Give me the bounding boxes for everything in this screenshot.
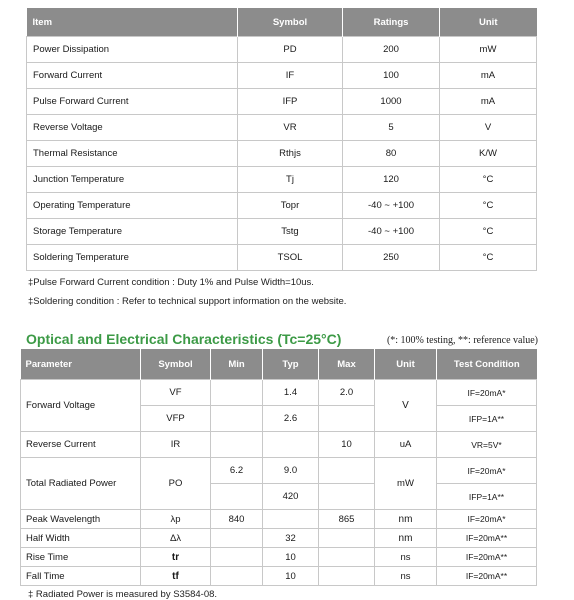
symbol-cell: Δλ: [141, 529, 211, 548]
footnote: ‡ Radiated Power is measured by S3584-08.: [28, 589, 218, 600]
max-cell: 2.0: [319, 380, 375, 406]
table-row-ir: [21, 432, 537, 458]
ratings-cell: 80: [343, 141, 440, 167]
max-cell: [319, 529, 375, 548]
typ-cell: 32: [263, 529, 319, 548]
table-row-peak-wavelength: [21, 510, 537, 529]
symbol-cell: VR: [238, 115, 343, 141]
header-item: Item: [27, 8, 238, 37]
item-cell: Operating Temperature: [27, 193, 238, 219]
ratings-cell: 5: [343, 115, 440, 141]
table-row-half-width: [21, 529, 537, 548]
symbol-cell: IR: [141, 432, 211, 458]
unit-cell: ns: [375, 567, 437, 586]
header-min: Min: [211, 349, 263, 380]
condition-cell: IFP=1A**: [437, 484, 537, 510]
header-unit: Unit: [375, 349, 437, 380]
symbol-cell: tr: [141, 548, 211, 567]
typ-cell: 2.6: [263, 406, 319, 432]
min-cell: [211, 548, 263, 567]
condition-cell: IF=20mA*: [437, 510, 537, 529]
symbol-cell: Tj: [238, 167, 343, 193]
typ-cell: 9.0: [263, 458, 319, 484]
section-title: Optical and Electrical Characteristics (Tc=25°C): [26, 331, 342, 347]
typ-cell: 1.4: [263, 380, 319, 406]
header-symbol: Symbol: [238, 8, 343, 37]
symbol-cell: VFP: [141, 406, 211, 432]
symbol-cell: IFP: [238, 89, 343, 115]
item-cell: Forward Current: [27, 63, 238, 89]
max-cell: [319, 484, 375, 510]
note-soldering: ‡Soldering condition : Refer to technical support information on the website.: [28, 296, 347, 307]
param-fall-time: Fall Time: [21, 567, 141, 586]
table-row: [27, 115, 537, 141]
table-header-row: [27, 8, 537, 37]
table-row: [27, 37, 537, 63]
min-cell: 6.2: [211, 458, 263, 484]
typ-cell: [263, 432, 319, 458]
min-cell: [211, 406, 263, 432]
max-cell: [319, 567, 375, 586]
table-row: [27, 89, 537, 115]
table-body: [27, 37, 537, 271]
ratings-cell: 200: [343, 37, 440, 63]
header-unit: Unit: [440, 8, 537, 37]
unit-cell: K/W: [440, 141, 537, 167]
ratings-cell: 120: [343, 167, 440, 193]
symbol-cell: TSOL: [238, 245, 343, 271]
param-peak-wavelength: Peak Wavelength: [21, 510, 141, 529]
max-cell: 10: [319, 432, 375, 458]
header-symbol: Symbol: [141, 349, 211, 380]
table-row-po: [21, 458, 537, 484]
max-cell: 865: [319, 510, 375, 529]
max-cell: [319, 406, 375, 432]
param-forward-voltage: Forward Voltage: [21, 380, 141, 432]
unit-cell: mA: [440, 63, 537, 89]
ratings-cell: 100: [343, 63, 440, 89]
condition-cell: IFP=1A**: [437, 406, 537, 432]
ratings-cell: -40 ~ +100: [343, 219, 440, 245]
ratings-cell: 250: [343, 245, 440, 271]
min-cell: [211, 567, 263, 586]
param-total-radiated-power: Total Radiated Power: [21, 458, 141, 510]
unit-cell: °C: [440, 245, 537, 271]
min-cell: [211, 380, 263, 406]
table-row: [27, 193, 537, 219]
unit-cell: uA: [375, 432, 437, 458]
condition-cell: VR=5V*: [437, 432, 537, 458]
condition-cell: IF=20mA*: [437, 380, 537, 406]
table-row-fall-time: [21, 567, 537, 586]
table-row-vf: [21, 380, 537, 406]
unit-cell: mW: [440, 37, 537, 63]
header-test-condition: Test Condition: [437, 349, 537, 380]
table-header-row: [21, 349, 537, 380]
min-cell: [211, 529, 263, 548]
table-row: [27, 245, 537, 271]
unit-cell: nm: [375, 529, 437, 548]
typ-cell: 420: [263, 484, 319, 510]
symbol-cell: PO: [141, 458, 211, 510]
item-cell: Pulse Forward Current: [27, 89, 238, 115]
item-cell: Storage Temperature: [27, 219, 238, 245]
param-reverse-current: Reverse Current: [21, 432, 141, 458]
table-row: [27, 141, 537, 167]
unit-cell: ns: [375, 548, 437, 567]
symbol-cell: λp: [141, 510, 211, 529]
condition-cell: IF=20mA**: [437, 548, 537, 567]
header-max: Max: [319, 349, 375, 380]
item-cell: Thermal Resistance: [27, 141, 238, 167]
typ-cell: [263, 510, 319, 529]
table-row: [27, 167, 537, 193]
unit-cell: mW: [375, 458, 437, 510]
symbol-cell: Rthjs: [238, 141, 343, 167]
unit-cell: °C: [440, 193, 537, 219]
symbol-cell: VF: [141, 380, 211, 406]
min-cell: [211, 432, 263, 458]
absolute-max-ratings-table: [26, 8, 537, 271]
unit-cell: V: [440, 115, 537, 141]
item-cell: Power Dissipation: [27, 37, 238, 63]
unit-cell: °C: [440, 167, 537, 193]
table-row-rise-time: [21, 548, 537, 567]
symbol-cell: IF: [238, 63, 343, 89]
condition-cell: IF=20mA**: [437, 529, 537, 548]
header-ratings: Ratings: [343, 8, 440, 37]
symbol-cell: Tstg: [238, 219, 343, 245]
max-cell: [319, 548, 375, 567]
symbol-cell: Topr: [238, 193, 343, 219]
typ-cell: 10: [263, 567, 319, 586]
unit-cell: nm: [375, 510, 437, 529]
param-half-width: Half Width: [21, 529, 141, 548]
ratings-cell: -40 ~ +100: [343, 193, 440, 219]
unit-cell: V: [375, 380, 437, 432]
symbol-cell: PD: [238, 37, 343, 63]
optical-electrical-table: [20, 349, 537, 586]
unit-cell: mA: [440, 89, 537, 115]
symbol-cell: tf: [141, 567, 211, 586]
header-parameter: Parameter: [21, 349, 141, 380]
min-cell: 840: [211, 510, 263, 529]
condition-cell: IF=20mA**: [437, 567, 537, 586]
min-cell: [211, 484, 263, 510]
item-cell: Junction Temperature: [27, 167, 238, 193]
legend-note: (*: 100% testing, **: reference value): [386, 335, 538, 346]
typ-cell: 10: [263, 548, 319, 567]
header-typ: Typ: [263, 349, 319, 380]
note-pulse-current: ‡Pulse Forward Current condition : Duty 1% and Pulse Width=10us.: [28, 277, 314, 288]
ratings-cell: 1000: [343, 89, 440, 115]
condition-cell: IF=20mA*: [437, 458, 537, 484]
item-cell: Reverse Voltage: [27, 115, 238, 141]
table-row: [27, 219, 537, 245]
param-rise-time: Rise Time: [21, 548, 141, 567]
table-row: [27, 63, 537, 89]
item-cell: Soldering Temperature: [27, 245, 238, 271]
unit-cell: °C: [440, 219, 537, 245]
max-cell: [319, 458, 375, 484]
